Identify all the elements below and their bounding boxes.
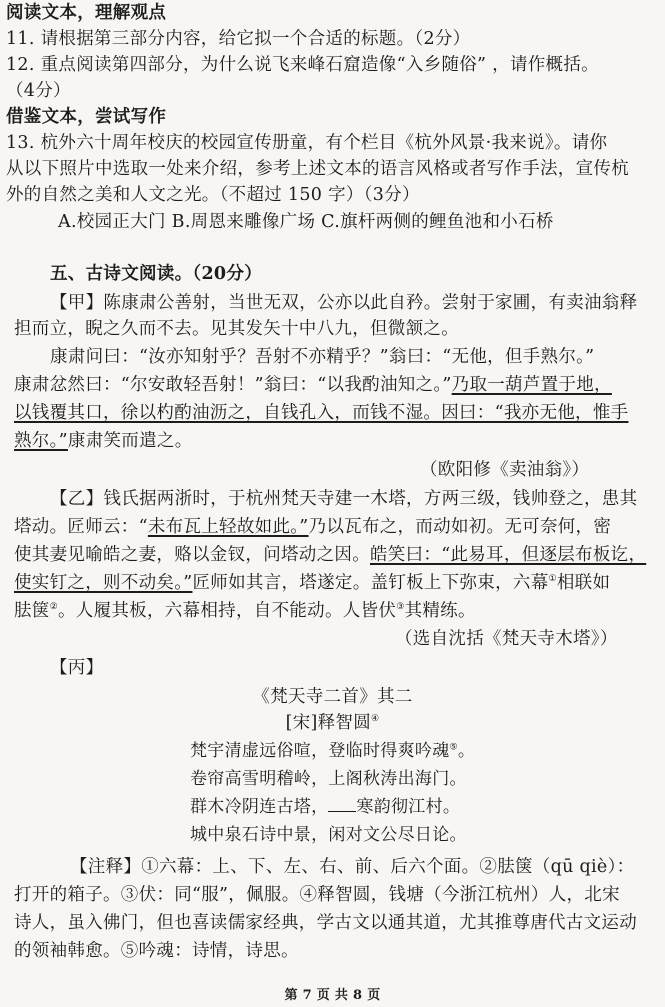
jia-line5-underlined: 以钱覆其口，徐以杓酌油沥之，自钱孔入，而钱不湿。因曰：“我亦无他，惟手	[14, 403, 629, 423]
poem-line1-text: 梵宇清虚远俗喧，登临时得爽吟魂	[190, 741, 450, 761]
poem-line2: 卷帘高雪明稽岭，上阁秋涛出海门。	[190, 769, 467, 789]
poem-author	[0, 712, 665, 734]
note-mark-5: ⑤	[449, 742, 458, 753]
yi-line2-text-c: 乃以瓦布之，而动如初。无可奈何，密	[308, 517, 612, 537]
jia-line1: 【甲】陈康肃公善射，当世无双，公亦以此自矜。尝射于家圃，有卖油翁释	[50, 293, 638, 313]
poem-author-text: [宋]释智圆	[285, 713, 372, 733]
poem-title: 《梵天寺二首》其二	[252, 687, 413, 707]
yi-line3-text: 使其妻见喻皓之妻，赂以金钗，问塔动之因。	[14, 545, 370, 565]
yi-underlined-phrase-2: 皓笑曰：“此易耳，但逐层布板讫，	[370, 545, 647, 565]
question-12-line2: （4分）	[6, 81, 71, 101]
note-mark-3: ③	[396, 602, 405, 613]
jia-line3: 康肃问曰：“汝亦知射乎？吾射不亦精乎？”翁曰：“无他，但手熟尔。”	[50, 347, 595, 367]
yi-line3	[14, 544, 646, 566]
bing-label: 【丙】	[50, 658, 104, 678]
section-heading-writing: 借鉴文本，尝试写作	[6, 107, 167, 127]
question-11: 11. 请根据第三部分内容，给它拟一个合适的标题。（2分）	[6, 29, 471, 49]
question-13-line1: 13. 杭外六十周年校庆的校园宣传册童，有个栏目《杭外风景·我来说》。请你	[6, 133, 608, 153]
jia-line4-text: 康肃忿然曰：“尔安敢轻吾射！”翁曰：“以我酌油知之。”	[14, 375, 452, 395]
poem-line3-text-b: 寒韵彻江村。	[356, 797, 461, 817]
question-13-line2: 从以下照片中选取一处来介绍，参考上述文本的语言风格或者写作手法，宣传杭	[6, 159, 629, 179]
yi-line1: 【乙】钱氏据两浙时，于杭州梵天寺建一木塔，方两三级，钱帅登之，患其	[50, 489, 638, 509]
yi-line4	[14, 572, 610, 594]
note-mark-1: ①	[548, 574, 557, 585]
question-13-line3: 外的自然之美和人文之光。（不超过 150 字）（3分）	[6, 185, 420, 205]
note-mark-2: ②	[49, 602, 58, 613]
yi-source: （选自沈括《梵天寺木塔》）	[395, 629, 618, 649]
note-mark-4: ④	[371, 714, 380, 725]
yi-line5-text-c: 其精练。	[404, 601, 476, 621]
jia-source: （欧阳修《卖油翁》）	[420, 460, 590, 480]
jia-line6	[14, 430, 193, 452]
notes-line1: 【注释】①六幕：上、下、左、右、前、后六个面。②胠箧（qū qiè）：	[70, 857, 635, 877]
poem-line3-text: 群木冷阴连古塔，	[190, 797, 329, 817]
yi-line2	[14, 516, 611, 538]
yi-line5	[14, 600, 476, 622]
jia-underlined-phrase-1: 乃取一葫芦置于地，	[451, 375, 612, 395]
yi-underlined-phrase-1: 未布瓦上轻故如此。”	[147, 517, 309, 537]
section-heading-read-viewpoint: 阅读文本，理解观点	[6, 3, 167, 23]
poem-line1-end: 。	[457, 741, 476, 761]
jia-line2: 担而立，睨之久而不去。见其发矢十中八九，但微颔之。	[14, 319, 459, 339]
yi-line2-text-a: 塔动。匠师云：“	[14, 517, 148, 537]
poem-line4: 城中泉石诗中景，闲对文公尽日论。	[190, 825, 467, 845]
notes-line2: 打开的箱子。③伏：同“服”，佩服。④释智圆，钱塘（今浙江杭州）人，北宋	[14, 885, 620, 905]
jia-line4	[14, 374, 612, 396]
yi-line5-text-a: 胠箧	[14, 601, 50, 621]
yi-line4-text-c: 相联如	[556, 573, 611, 593]
fill-in-blank[interactable]	[328, 797, 356, 812]
jia-underlined-phrase-2: 熟尔。”	[14, 431, 68, 451]
poem-line3	[190, 796, 460, 818]
question-13-options: A.校园正大门 B.周恩来雕像广场 C.旗杆两侧的鲤鱼池和小石桥	[58, 212, 554, 232]
yi-line5-text-b: 。人履其板，六幕相持，自不能动。人皆伏	[57, 601, 397, 621]
notes-line4: 的领袖韩愈。⑤吟魂：诗情，诗思。	[14, 941, 299, 961]
jia-line6-text: 康肃笑而遣之。	[67, 431, 193, 451]
poem-line1	[190, 740, 475, 762]
yi-underlined-phrase-3: 使实钉之，则不动矣。”	[14, 573, 193, 593]
notes-line3: 诗人，虽入佛门，但也喜读儒家经典，学古文以通其道，尤其推尊唐代古文运动	[14, 913, 637, 933]
section-5-heading: 五、古诗文阅读。（20分）	[50, 264, 263, 284]
yi-line4-text-b: 匠师如其言，塔遂定。盖钉板上下弥束，六幕	[192, 573, 549, 593]
page-footer: 第 7 页 共 8 页	[284, 988, 381, 1003]
question-12-line1: 12. 重点阅读第四部分，为什么说飞来峰石窟造像“入乡随俗” ，请作概括。	[6, 55, 599, 75]
